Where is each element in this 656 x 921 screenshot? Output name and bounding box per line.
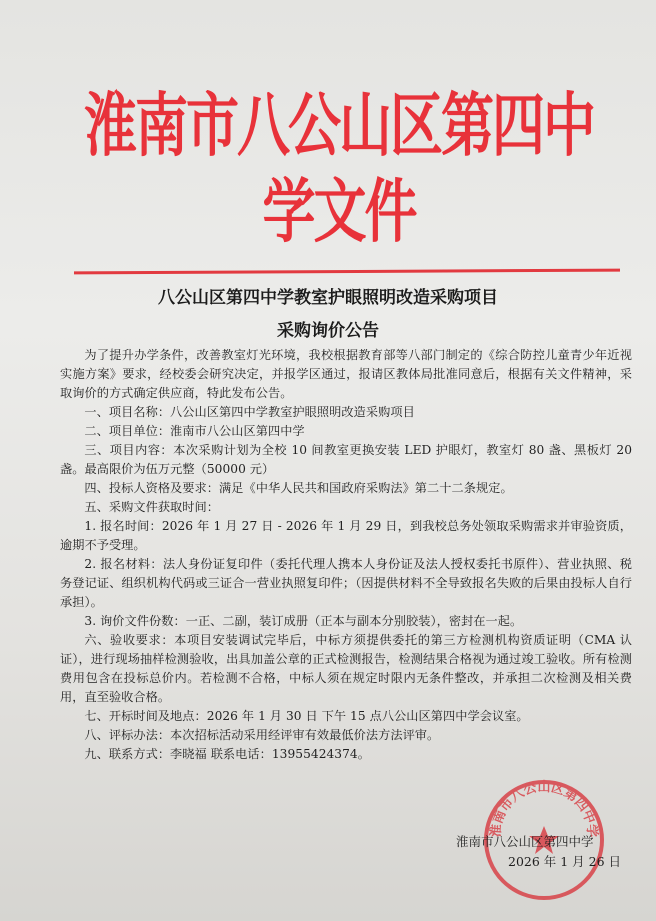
signature-organization: 淮南市八公山区第四中学 [456, 834, 594, 849]
intro-paragraph: 为了提升办学条件，改善教室灯光环境，我校根据教育部等八部门制定的《综合防控儿童青少年近视实施方案》要求，经校委会研究决定，并报学区通过，报请区教体局批准同意后，根据有关文件精神，采取询价的方式确定供应商，特此发布公告。 [60, 348, 632, 400]
signature-date: 2026 年 1 月 26 日 [508, 854, 622, 869]
section-registration-materials: 2. 报名材料：法人身份证复印件（委托代理人携本人身份证及法人授权委托书原件）、营业执照、税务登记证、组织机构代码或三证合一营业执照复印件；（因提供材料不全导致报名失败的后果由投标人自行承担）。 [60, 557, 632, 609]
section-project-unit: 二、项目单位：淮南市八公山区第四中学 [84, 424, 305, 438]
section-copies: 3. 询价文件份数：一正、二副，装订成册（正本与副本分别胶装），密封在一起。 [84, 614, 523, 628]
section-bidder-qualification: 四、投标人资格及要求：满足《中华人民共和国政府采购法》第二十二条规定。 [84, 481, 513, 495]
announcement-subtitle: 采购询价公告 [277, 321, 379, 341]
document-header-title: 淮南市八公山区第四中学文件 [84, 86, 594, 253]
section-contact: 九、联系方式：李晓福 联系电话：13955424374。 [84, 747, 370, 761]
section-registration-time: 1. 报名时间：2026 年 1 月 27 日 - 2026 年 1 月 29 日，到我校总务处领取采购需求并审验资质，逾期不予受理。 [60, 519, 632, 552]
section-project-name: 一、项目名称：八公山区第四中学教室护眼照明改造采购项目 [84, 405, 415, 419]
announcement-title: 八公山区第四中学教室护眼照明改造采购项目 [158, 288, 498, 308]
signature-block [456, 832, 621, 872]
section-project-content: 三、项目内容：本次采购计划为全校 10 间教室更换安装 LED 护眼灯，教室灯 80 盏、黑板灯 20 盏。最高限价为伍万元整（50000 元） [60, 443, 632, 476]
section-bid-opening: 七、开标时间及地点：2026 年 1 月 30 日 下午 15 点八公山区第四中学会议室。 [84, 709, 529, 723]
section-document-time: 五、采购文件获取时间： [84, 500, 220, 514]
red-divider-line [74, 269, 620, 275]
section-evaluation: 八、评标办法：本次招标活动采用经评审有效最低价法方法评审。 [84, 728, 440, 742]
announcement-body [60, 346, 632, 764]
seal-ring-text: 淮南市八公山区第四中学 [488, 779, 600, 838]
section-acceptance: 六、验收要求：本项目安装调试完毕后，中标方须提供委托的第三方检测机构资质证明（CMA 认证），进行现场抽样检测验收，出具加盖公章的正式检测报告，检测结果合格视为通过竣工验收。所有检测费用包含在投标总价内。若检测不合格，中标人须在规定时限内无条件整改，并承担二次检测及相关费用，直至验收合格。 [60, 633, 632, 704]
